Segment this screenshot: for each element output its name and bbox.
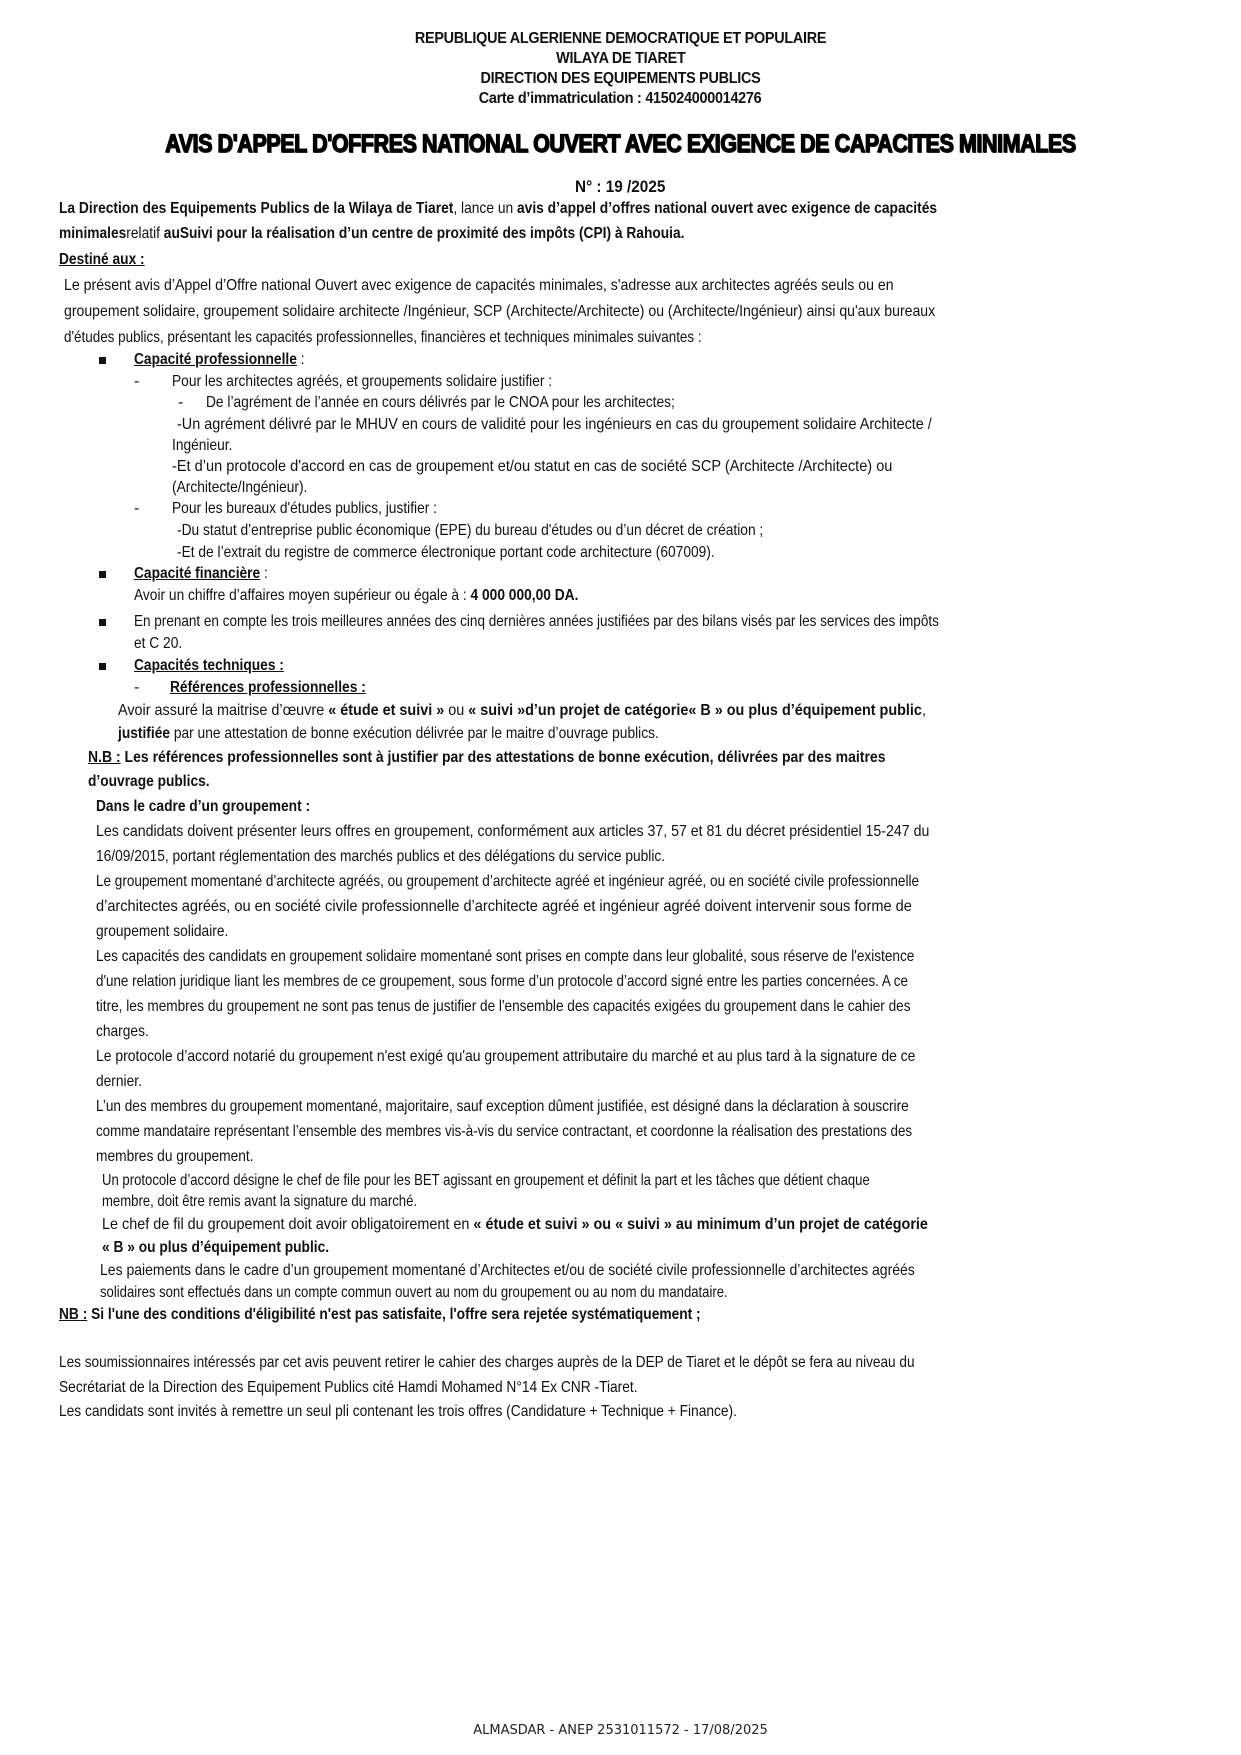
groupement-p5-l3-text: membres du groupement. [96, 1148, 254, 1165]
capacite-pro-architectes-text: Pour les architectes agréés, et groupements solidaire justifier : [172, 373, 553, 390]
dash-icon: - [134, 373, 140, 390]
dash-icon: - [134, 679, 140, 696]
capacite-tech-ref-label [170, 678, 398, 698]
capacite-pro-protocole-1 [172, 457, 964, 477]
groupement-p7-l2 [102, 1238, 366, 1258]
capacite-pro-bureaux [172, 499, 480, 519]
capacite-fin-bilan-2-text: et C 20. [134, 635, 183, 652]
groupement-p4-l1 [96, 1047, 1038, 1067]
ref-attestation: par une attestation de bonne exécution délivrée par le maitre d’ouvrage publics. [170, 725, 659, 742]
capacite-fin-heading [134, 564, 290, 584]
chef-de-fil-text: Le chef de fil du groupement doit avoir obligatoirement en [102, 1216, 474, 1233]
closing-line-3-text: Les candidats sont invités à remettre un seul pli contenant les trois offres (Candidature + Technique + Finance). [59, 1403, 737, 1420]
bullet-icon [99, 619, 106, 626]
groupement-p8-l1-text: Les paiements dans le cadre d’un groupement momentané d’Architectes et/ou de société civile professionnelle d’architectes agréés [100, 1262, 915, 1279]
capacite-tech-heading [134, 656, 308, 676]
dash-icon: - [134, 500, 140, 517]
groupement-p3-l2-text: d'une relation juridique liant les membres de ce groupement, sous forme d’un protocole d’accord signé entre les parties concernées. A ce [96, 973, 908, 990]
groupement-p2-l2 [96, 897, 993, 917]
groupement-p8-l2-text: solidaires sont effectués dans un compte commun ouvert au nom du groupement ou au nom du mandataire. [100, 1284, 728, 1301]
capacite-pro-protocole-2 [172, 478, 329, 498]
header-registration-text: Carte d’immatriculation : 415024000014276 [479, 90, 762, 107]
capacite-fin-bilan-1-text: En prenant en compte les trois meilleures années des cinq dernières années justifiées par des bilans visés par les services des impôts [134, 613, 939, 630]
destine-label-text: Destiné aux : [59, 251, 145, 268]
groupement-p6-l2-text: membre, doit être remis avant la signature du marché. [102, 1193, 418, 1210]
groupement-p2-l1 [96, 872, 1070, 892]
ref-comma: , [921, 702, 926, 719]
nb-references-line-1 [88, 748, 999, 768]
bullet-icon [99, 571, 106, 578]
capacite-fin-text: Avoir un chiffre d’affaires moyen supérieur ou égale à : [134, 587, 471, 604]
groupement-p6-l1 [102, 1171, 1038, 1191]
groupement-p7-l2-text: « B » ou plus d’équipement public. [102, 1239, 330, 1256]
capacite-pro-heading [134, 350, 332, 370]
groupement-p6-l1-text: Un protocole d’accord désigne le chef de file pour les BET agissant en groupement et définit la part et les tâches que détient chaque [102, 1172, 870, 1189]
destine-line-3 [64, 328, 823, 348]
nb2-text: Si l'une des conditions d'éligibilité n'est pas satisfaite, l'offre sera rejetée systématiquement ; [87, 1306, 701, 1323]
capacite-pro-epe [177, 521, 859, 541]
capacite-tech-ref-2 [118, 724, 747, 744]
capacite-tech-label: Capacités techniques : [134, 657, 284, 674]
intro-project: auSuivi pour la réalisation d’un centre de proximité des impôts (CPI) à Rahouia. [163, 225, 685, 242]
groupement-p5-l2-text: comme mandataire représentant l’ensemble des membres vis-à-vis du service contractant, et coordonne la réalisation des prestations des [96, 1123, 913, 1140]
capacite-fin-label: Capacité financière [134, 565, 261, 582]
intro-line-1 [59, 199, 1078, 219]
ref-text-a: Avoir assuré la maitrise d’œuvre [118, 702, 329, 719]
intro-relatif: relatif [126, 225, 164, 242]
groupement-p1-l2 [96, 847, 758, 867]
closing-line-1 [59, 1353, 1066, 1373]
nb-references-text: Les références professionnelles sont à justifier par des attestations de bonne exécution, délivrées par des maitres [120, 749, 886, 766]
notice-number [0, 177, 1241, 197]
groupement-p3-l4-text: charges. [96, 1023, 149, 1040]
groupement-p5-l3 [96, 1147, 279, 1167]
groupement-p2-l3 [96, 922, 250, 942]
bullet-icon [99, 663, 106, 670]
bullet-icon [99, 357, 106, 364]
capacite-pro-cnoa-text: De l’agrément de l’année en cours délivrés par le CNOA pour les architectes; [206, 394, 675, 411]
ref-ou: ou [444, 702, 469, 719]
capacite-pro-cnoa [206, 393, 751, 413]
destine-line-2-text: groupement solidaire, groupement solidaire architecte /Ingénieur, SCP (Architecte/Architecte) ou (Architecte/Ingénieur) ainsi qu'aux bureaux [64, 303, 936, 320]
nb-eligibilite [59, 1305, 805, 1325]
capacite-pro-mhuv-2-text: Ingénieur. [172, 437, 233, 454]
notice-title [0, 130, 1241, 159]
capacite-tech-ref-1 [118, 701, 1016, 721]
groupement-p1-l1 [96, 822, 1038, 842]
intro-line-2 [59, 224, 786, 244]
capacite-fin-amount: 4 000 000,00 DA. [470, 587, 579, 604]
capacite-pro-colon: : [296, 351, 305, 368]
capacite-fin-colon: : [260, 565, 268, 582]
header-republic [0, 30, 1241, 48]
intro-notice-type: avis d’appel d’offres national ouvert avec exigence de capacités [516, 200, 938, 217]
header-wilaya-text: WILAYA DE TIARET [555, 50, 686, 67]
nb-references-line-2-text: d’ouvrage publics. [88, 773, 210, 790]
notice-number-text: N° : 19 /2025 [575, 177, 666, 196]
nb-references-line-2 [88, 772, 229, 792]
groupement-p1-l2-text: 16/09/2015, portant réglementation des marchés publics et des délégations du service public. [96, 848, 666, 865]
publication-footer: ALMASDAR - ANEP 2531011572 - 17/08/2025 [473, 1723, 768, 1738]
capacite-fin-bilan-1 [134, 612, 1087, 632]
groupement-heading [96, 797, 345, 817]
capacite-pro-protocole-1-text: -Et d’un protocole d'accord en cas de groupement et/ou statut en cas de société SCP (Architecte /Architecte) ou [172, 458, 893, 475]
capacite-pro-label: Capacité professionnelle [134, 351, 297, 368]
capacite-pro-mhuv-2 [172, 436, 242, 456]
groupement-heading-text: Dans le cadre d’un groupement : [96, 798, 311, 815]
groupement-p7-l1 [102, 1215, 1020, 1235]
capacite-pro-epe-text: -Du statut d’entreprise public économique (EPE) du bureau d'études ou d’un décret de création ; [177, 522, 764, 539]
capacite-pro-mhuv-1-text: -Un agrément délivré par le MHUV en cours de validité pour les ingénieurs en cas du groupement solidaire Architecte / [177, 416, 932, 433]
intro-connector: , lance un [453, 200, 517, 217]
groupement-p3-l1 [96, 947, 1059, 967]
notice-title-text: AVIS D'APPEL D'OFFRES NATIONAL OUVERT AVEC EXIGENCE DE CAPACITES MINIMALES [165, 130, 1076, 158]
closing-line-1-text: Les soumissionnaires intéressés par cet avis peuvent retirer le cahier des charges auprès de la DEP de Tiaret et le dépôt se fera au niveau du [59, 1354, 915, 1371]
ref-etude-suivi: « étude et suivi » [328, 702, 445, 719]
groupement-p3-l4 [96, 1022, 157, 1042]
groupement-p8-l1 [100, 1261, 1031, 1281]
groupement-p2-l1-text: Le groupement momentané d’architecte agréés, ou groupement d’architecte agréé et ingénieur agréé, ou en société civile professionnelle [96, 873, 919, 890]
ref-justifiee: justifiée [118, 725, 171, 742]
groupement-p5-l1-text: L’un des membres du groupement momentané, majoritaire, sauf exception dûment justifiée, est désigné dans la déclaration à souscrire [96, 1098, 909, 1115]
destine-line-3-text: d'études publics, présentant les capacités professionnelles, financières et techniques minimales suivantes : [64, 329, 702, 346]
header-direction-text: DIRECTION DES EQUIPEMENTS PUBLICS [480, 70, 761, 87]
nb2-label: NB : [59, 1306, 88, 1323]
capacite-pro-registre-text: -Et de l’extrait du registre de commerce électronique portant code architecture (607009). [177, 544, 715, 561]
groupement-p5-l2 [96, 1122, 1073, 1142]
groupement-p2-l2-text: d’architectes agréés, ou en société civile professionnelle d’architecte agréé et ingénieur agréé doivent intervenir sous forme de [96, 898, 912, 915]
groupement-p3-l1-text: Les capacités des candidats en groupement solidaire momentané sont prises en compte dans leur globalité, sous réserve de l'existence [96, 948, 915, 965]
groupement-p3-l3-text: titre, les membres du groupement ne sont pas tenus de justifier de l'ensemble des capacités exigées du groupement dans le cahier des [96, 998, 911, 1015]
groupement-p8-l2 [100, 1283, 866, 1303]
groupement-p4-l2-text: dernier. [96, 1073, 142, 1090]
capacite-pro-registre [177, 543, 802, 563]
intro-minimales: minimales [59, 225, 127, 242]
destine-line-2 [64, 302, 1054, 322]
groupement-p4-l1-text: Le protocole d’accord notarié du groupement n'est exigé qu'au groupement attributaire du marché et au plus tard à la signature de ce [96, 1048, 916, 1065]
groupement-p5-l1 [96, 1097, 1052, 1117]
groupement-p1-l1-text: Les candidats doivent présenter leurs offres en groupement, conformément aux articles 37, 57 et 81 du décret présidentiel 15-247 du [96, 823, 930, 840]
nb-label: N.B : [88, 749, 121, 766]
closing-line-2 [59, 1378, 732, 1398]
dash-icon: - [178, 394, 184, 411]
header-registration [0, 90, 1241, 108]
header-wilaya [0, 50, 1241, 68]
groupement-p3-l2 [96, 972, 1065, 992]
groupement-p3-l3 [96, 997, 1054, 1017]
header-republic-text: REPUBLIQUE ALGERIENNE DEMOCRATIQUE ET POPULAIRE [414, 30, 827, 47]
header-direction [0, 70, 1241, 88]
closing-line-3 [59, 1402, 847, 1422]
ref-suivi-categorie: « suivi »d’un projet de catégorie« B » ou plus d’équipement public [468, 702, 922, 719]
groupement-p6-l2 [102, 1192, 486, 1212]
capacite-pro-mhuv-1 [177, 415, 1016, 435]
groupement-p4-l2 [96, 1072, 149, 1092]
intro-issuer: La Direction des Equipements Publics de la Wilaya de Tiaret [59, 200, 454, 217]
destine-label [59, 250, 159, 270]
capacite-pro-architectes [172, 372, 614, 392]
capacite-pro-protocole-2-text: (Architecte/Ingénieur). [172, 479, 308, 496]
groupement-p2-l3-text: groupement solidaire. [96, 923, 229, 940]
capacite-fin-ca [134, 586, 651, 606]
destine-line-1-text: Le présent avis d’Appel d’Offre national Ouvert avec exigence de capacités minimales, s'adresse aux architectes agréés seuls ou en [64, 277, 894, 294]
closing-line-2-text: Secrétariat de la Direction des Equipement Publics cité Hamdi Mohamed N°14 Ex CNR -Tiaret. [59, 1379, 638, 1396]
capacite-tech-ref-label-text: Références professionnelles : [170, 679, 366, 696]
capacite-fin-bilan-2 [134, 634, 190, 654]
capacite-pro-bureaux-text: Pour les bureaux d'études publics, justifier : [172, 500, 437, 517]
chef-de-fil-requirement: « étude et suivi » ou « suivi » au minimum d’un projet de catégorie [473, 1216, 928, 1233]
destine-line-1 [64, 276, 1002, 296]
